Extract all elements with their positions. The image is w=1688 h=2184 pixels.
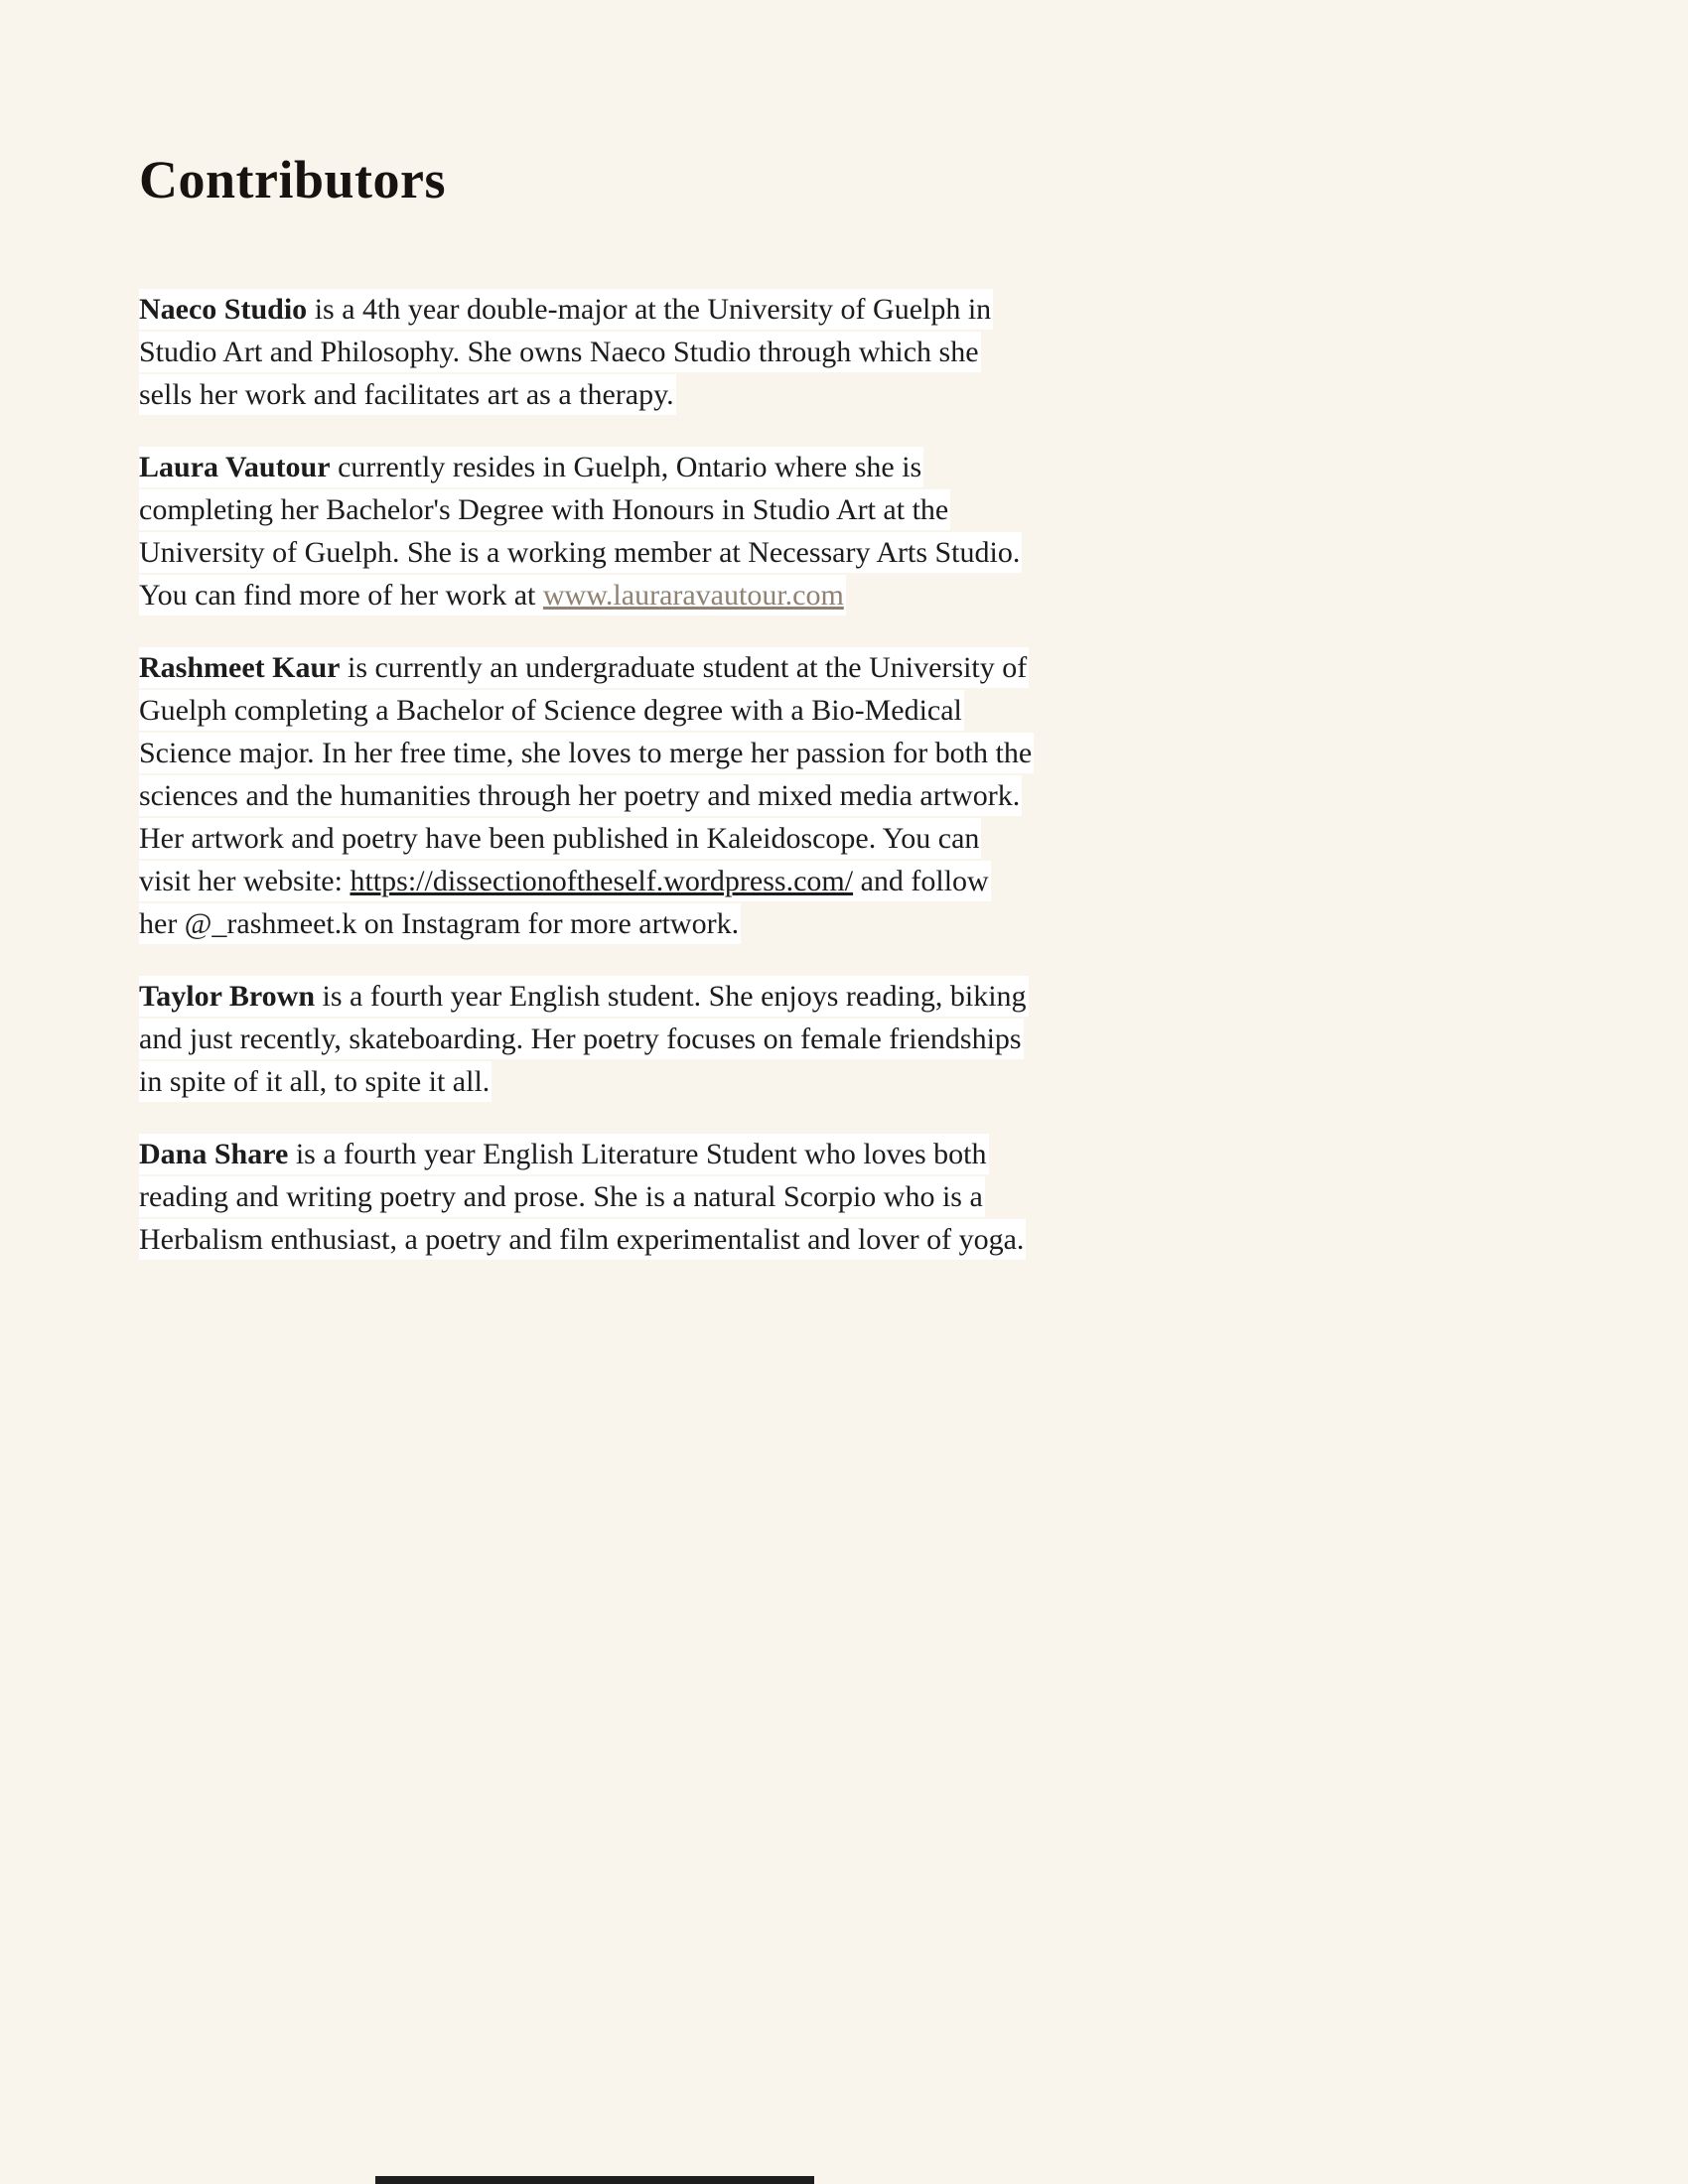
bio-body: is a fourth year English student. She enjoys reading, biking and just recently, skateboarding. Her poetry focuses on female friendships in spite of it all, to spite it all. (139, 980, 1027, 1098)
bio-naeco-studio (139, 288, 1033, 416)
page-title: Contributors (139, 150, 447, 209)
contributor-name: Naeco Studio (139, 293, 308, 326)
page-content (0, 0, 1033, 1261)
laura-website-link[interactable]: www.lauraravautour.com (542, 579, 844, 612)
bio-text (139, 289, 993, 415)
bio-body-after-link: and follow her @_rashmeet.k on Instagram for more artwork. (139, 865, 989, 940)
bio-text (139, 447, 1022, 615)
contributor-name: Dana Share (139, 1138, 289, 1170)
rashmeet-website-link[interactable]: https://dissectionoftheself.wordpress.com/ (350, 865, 854, 897)
bio-body: is a 4th year double-major at the University of Guelph in Studio Art and Philosophy. She owns Naeco Studio through which she sells her work and facilitates art as a therapy. (139, 293, 992, 411)
bio-text (139, 647, 1034, 944)
bio-body: is a fourth year English Literature Student who loves both reading and writing poetry and prose. She is a natural Scorpio who is a Herbalism enthusiast, a poetry and film experimentalist and lover of yoga. (139, 1138, 1025, 1256)
contributor-name: Rashmeet Kaur (139, 651, 341, 684)
bio-text (139, 1134, 1026, 1260)
bio-taylor-brown (139, 975, 1033, 1103)
bio-body: is currently an undergraduate student at the University of Guelph completing a Bachelor of Science degree with a Bio-Medical Science major. In her free time, she loves to merge her passion for both the sciences and the humanities through her poetry and mixed media artwork. Her artwork and poetry have been published in Kaleidoscope. You can visit her website: (139, 651, 1033, 897)
page-bottom-edge-artifact (375, 2176, 814, 2184)
bio-dana-share (139, 1133, 1033, 1261)
contributor-name: Laura Vautour (139, 451, 331, 483)
bio-rashmeet-kaur (139, 646, 1033, 945)
bio-text (139, 976, 1029, 1102)
bio-laura-vautour (139, 446, 1033, 616)
bio-body: currently resides in Guelph, Ontario where she is completing her Bachelor's Degree with Honours in Studio Art at the University of Guelph. She is a working member at Necessary Arts Studio. You can find more of her work at (139, 451, 1021, 612)
contributor-name: Taylor Brown (139, 980, 315, 1013)
